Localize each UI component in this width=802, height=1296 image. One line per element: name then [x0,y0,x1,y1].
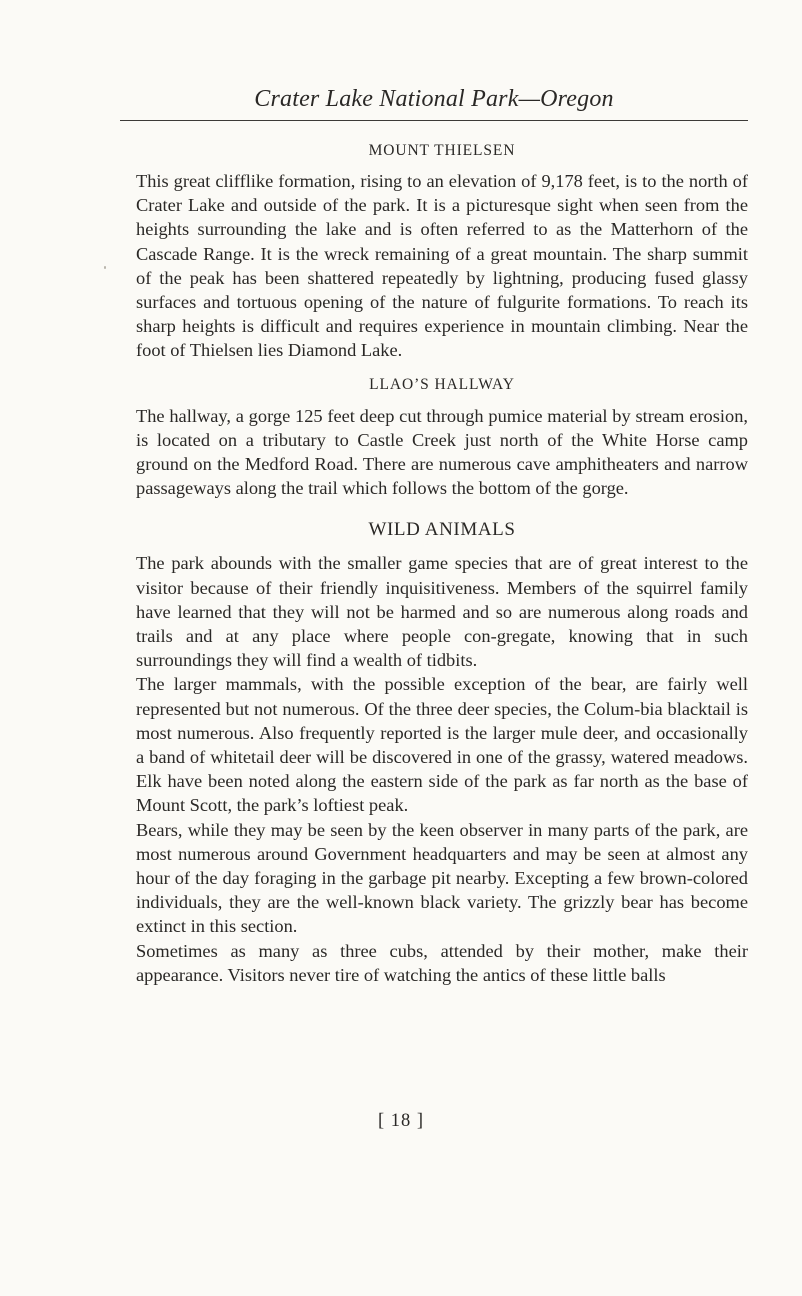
page-number: [ 18 ] [377,1111,425,1131]
heading-mount-thielsen: MOUNT THIELSEN [368,142,516,159]
paragraph-wild-animals-1: The park abounds with the smaller game species that are of great interest to the visitor because of their friendly inquisitiveness. Members of the squirrel family have learned that they will not be harmed and so are numerous along roads and trails and at any place where people con-gregate, knowing that in such surroundings they will find a wealth of tidbits. [136,553,748,671]
paragraph-wild-animals-4: Sometimes as many as three cubs, attended by their mother, make their appearance. Visitors never tire of watching the antics of these little balls [136,940,748,985]
margin-smudge [104,266,106,269]
paragraph-mount-thielsen: This great clifflike formation, rising to an elevation of 9,178 feet, is to the north of Crater Lake and outside of the park. It is a picturesque sight when seen from the heights surrounding the lake and is often referred to as the Matterhorn of the Cascade Range. It is the wreck remaining of a great mountain. The sharp summit of the peak has been shattered repeatedly by lightning, producing fused glassy surfaces and tortuous opening of the nature of fulgurite formations. To reach its sharp heights is difficult and requires experience in mountain climbing. Near the foot of Thielsen lies Diamond Lake. [136,171,748,361]
heading-llaos-hallway: LLAO’S HALLWAY [369,375,515,393]
paragraph-wild-animals-2: The larger mammals, with the possible exception of the bear, are fairly well represented but not numerous. Of the three deer species, the Colum-bia blacktail is most numerous. Also frequently reported is the larger mule deer, and occasionally a band of whitetail deer will be discovered in one of the grassy, watered meadows. Elk have been noted along the eastern side of the park as far north as the base of Mount Scott, the park’s loftiest peak. [136,674,748,816]
body-text [136,140,748,987]
running-head: Crater Lake National Park—Oregon [254,86,614,112]
paragraph-wild-animals-3: Bears, while they may be seen by the keen observer in many parts of the park, are most numerous around Government headquarters and may be seen at almost any hour of the day foraging in the garbage pit nearby. Excepting a few brown-colored individuals, they are the well-known black variety. The grizzly bear has become extinct in this section. [136,819,748,937]
heading-wild-animals: WILD ANIMALS [368,519,516,541]
paragraph-llaos-hallway: The hallway, a gorge 125 feet deep cut through pumice material by stream erosion, is located on a tributary to Castle Creek just north of the White Horse camp ground on the Medford Road. There are numerous cave amphitheaters and narrow passageways along the trail which follows the bottom of the gorge. [136,405,748,499]
header-rule [120,120,748,121]
